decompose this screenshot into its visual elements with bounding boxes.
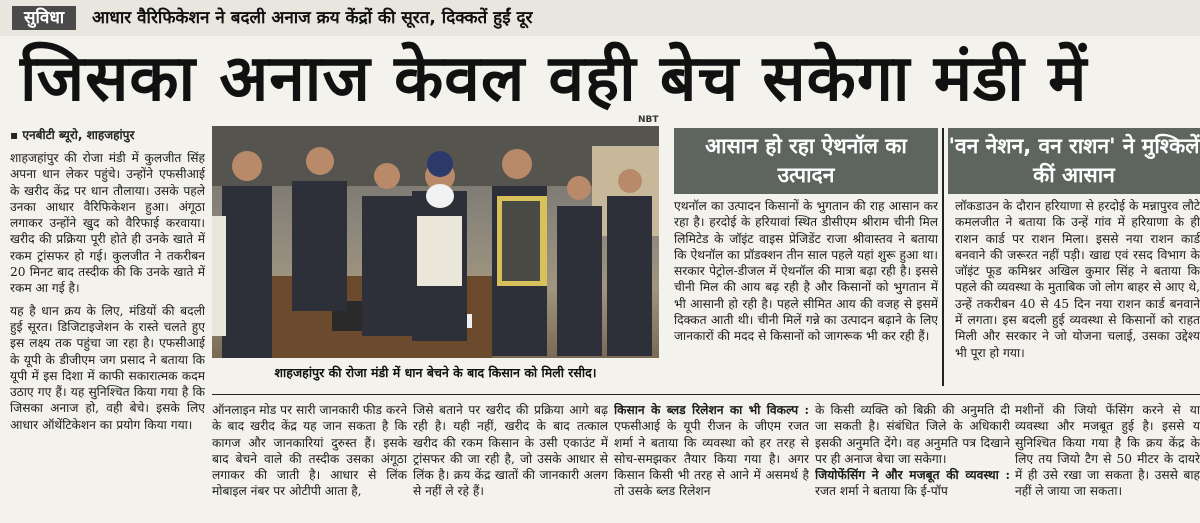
subhead-geofencing: जियोफेंसिंग ने और मजबूत की व्यवस्था : [815, 468, 1010, 483]
left-column [10, 150, 205, 520]
news-photo [212, 126, 659, 358]
bottom-column-4-tail: रजत शर्मा ने बताया कि ई-पॉप [815, 484, 948, 499]
bottom-column-2: जिसे बताने पर खरीद की प्रक्रिया आगे बढ़ रही है। यही नहीं, खरीद के बाद तत्काल खरीद की रकम किसान के उसी एकाउंट में ट्रांसफर की जा रही है, जो उसके आधार से लिंक है। क्रय केंद्र खातों की जानकारी अलग से नहीं ले रहे हैं। [413, 403, 608, 499]
left-paragraph-1: शाहजहांपुर की रोजा मंडी में कुलजीत सिंह अपना धान लेकर पहुंचे। उन्होंने एफसीआई के खरीद केंद्र पर धान तौलाया। उसके पहले उनका आधार वैरिफिकेशन हुआ। अंगूठा लगाकर उन्होंने खुद को वैरिफाई करवाया। खरीद की प्रक्रिया पूरी होते ही उनके खाते में रकम ट्रांसफर हो गई। कुलजीत ने तकरीबन 20 मिनट बाद तस्दीक की कि उनके खाते में रकम आ गई है। [10, 151, 205, 296]
bottom-column-3-text: एफसीआई के यूपी रीजन के जीएम रजत शर्मा ने बताया कि व्यवस्था को हर तरह से सोच-समझकर तैयार किया गया है। अगर किसान किसी भी तरह से आने में असमर्थ है तो उसके ब्लड रिलेशन [614, 419, 809, 499]
ration-title-box: 'वन नेशन, वन राशन' ने मुश्किलें कीं आसान [948, 128, 1200, 194]
bottom-column-1: ऑनलाइन मोड पर सारी जानकारी फीड करने के बाद खरीद केंद्र यह जान सकता है कि कागज और जानकारियां दुरुस्त हैं। इसके बाद बेचने वाले की तस्दीक उसका अंगूठा लगाकर की जाती है। आधार से लिंक मोबाइल नंबर पर ओटीपी आता है, [212, 403, 407, 499]
ethanol-title-box: आसान हो रहा ऐथनॉल का उत्पादन [674, 128, 938, 194]
photo-caption: शाहजहांपुर की रोजा मंडी में धान बेचने के बाद किसान को मिली रसीद। [274, 365, 597, 380]
byline-text: एनबीटी ब्यूरो, शाहजहांपुर [22, 128, 135, 142]
kicker-headline: आधार वैरिफिकेशन ने बदली अनाज क्रय केंद्रों की सूरत, दिक्कतें हुईं दूर [92, 8, 533, 28]
subhead-blood-relation: किसान के ब्लड रिलेशन का भी विकल्प : [614, 403, 809, 417]
ethanol-text: एथनॉल का उत्पादन किसानों के भुगतान की राह आसान कर रहा है। हरदोई के हरियावां स्थित डीसीएम श्रीराम चीनी मिल लिमिटेड के जॉइंट वाइस प्रेजिडेंट राजा श्रीवास्तव ने बताया कि ऐथनॉल का प्रॉडक्शन तीन साल पहले यहां शुरू हुआ था। सरकार पेट्रोल-डीजल में ऐथनॉल की मात्रा बढ़ा रही है। इससे चीनी मिल की आय बढ़ रही है और किसानों को भुगतान में भी आसानी हो रही है। पहले सीमित आय की वजह से इसमें दिक्कत आती थी। चीनी मिलें गन्ने का उत्पादन बढ़ाने के लिए जानकारों की मदद से किसानों को जागरूक भी कर रही हैं। [674, 199, 938, 344]
column-divider [942, 128, 944, 386]
bottom-column-4-text: के किसी व्यक्ति को बिक्री की अनुमति दी जा सकती है। संबंधित जिले के अधिकारी इसकी अनुमति देंगे। वह अनुमति पत्र दिखाने पर ही अनाज बेचा जा सकेगा। [815, 403, 1010, 466]
byline [10, 126, 134, 143]
byline-bullet-icon: ▪ [10, 128, 23, 142]
bottom-column-3 [614, 402, 809, 520]
photo-credit: NBT [638, 115, 659, 125]
left-paragraph-2: यह है धान क्रय के लिए, मंडियों की बदली हुई सूरत। डिजिटाइजेशन के रास्ते चलते हुए इस लक्ष्य तक पहुंचा जा रहा है। एफसीआई के यूपी के डीजीएम जग प्रसाद ने बताया कि यूपी में इस दिशा में काफी सकारात्मक कदम उठाए गए हैं। यह सुनिश्चित किया गया है कि जिसका अनाज हो, वही बेचे। इसके लिए आधार ऑथेंटिकेशन का प्रयोग किया गया। [10, 303, 205, 432]
main-headline: जिसका अनाज केवल वही बेच सकेगा मंडी में [20, 42, 1088, 116]
photo-illustration [212, 126, 659, 358]
section-strip [0, 0, 1200, 36]
bottom-column-5: मशीनों की जियो फेंसिंग करने से या व्यवस्था और मजबूत हुई है। इससे य सुनिश्चित किया गया है कि क्रय केंद्र के लिए तय जियो टैग से 50 मीटर के दायरे में ही उसे रखा जा सकता है। उससे बाह नहीं ले जाया जा सकता। [1015, 403, 1200, 499]
ration-text: लॉकडाउन के दौरान हरियाणा से हरदोई के मन्नापुरव लौटे कमलजीत ने बताया कि उन्हें गांव में हरियाणा के ही राशन कार्ड पर राशन मिला। इससे नया राशन कार्ड बनवाने की जरूरत नहीं पड़ी। खाद्य एवं रसद विभाग के जॉइंट फूड कमिश्नर अखिल कुमार सिंह ने बताया कि पहले की व्यवस्था के मुताबिक जो लोग बाहर से आए थे, उन्हें तकरीबन 40 से 45 दिन नया राशन कार्ड बनवाने में लगता। इस बदली हुई व्यवस्था से किसानों को राहत मिली और सरकार ने जो योजना चलाई, उसका उद्देश्य भी पूरा हो गया। [955, 199, 1200, 360]
section-tag: सुविधा [12, 6, 76, 30]
horizontal-rule [212, 394, 1200, 395]
bottom-column-4 [815, 402, 1010, 520]
